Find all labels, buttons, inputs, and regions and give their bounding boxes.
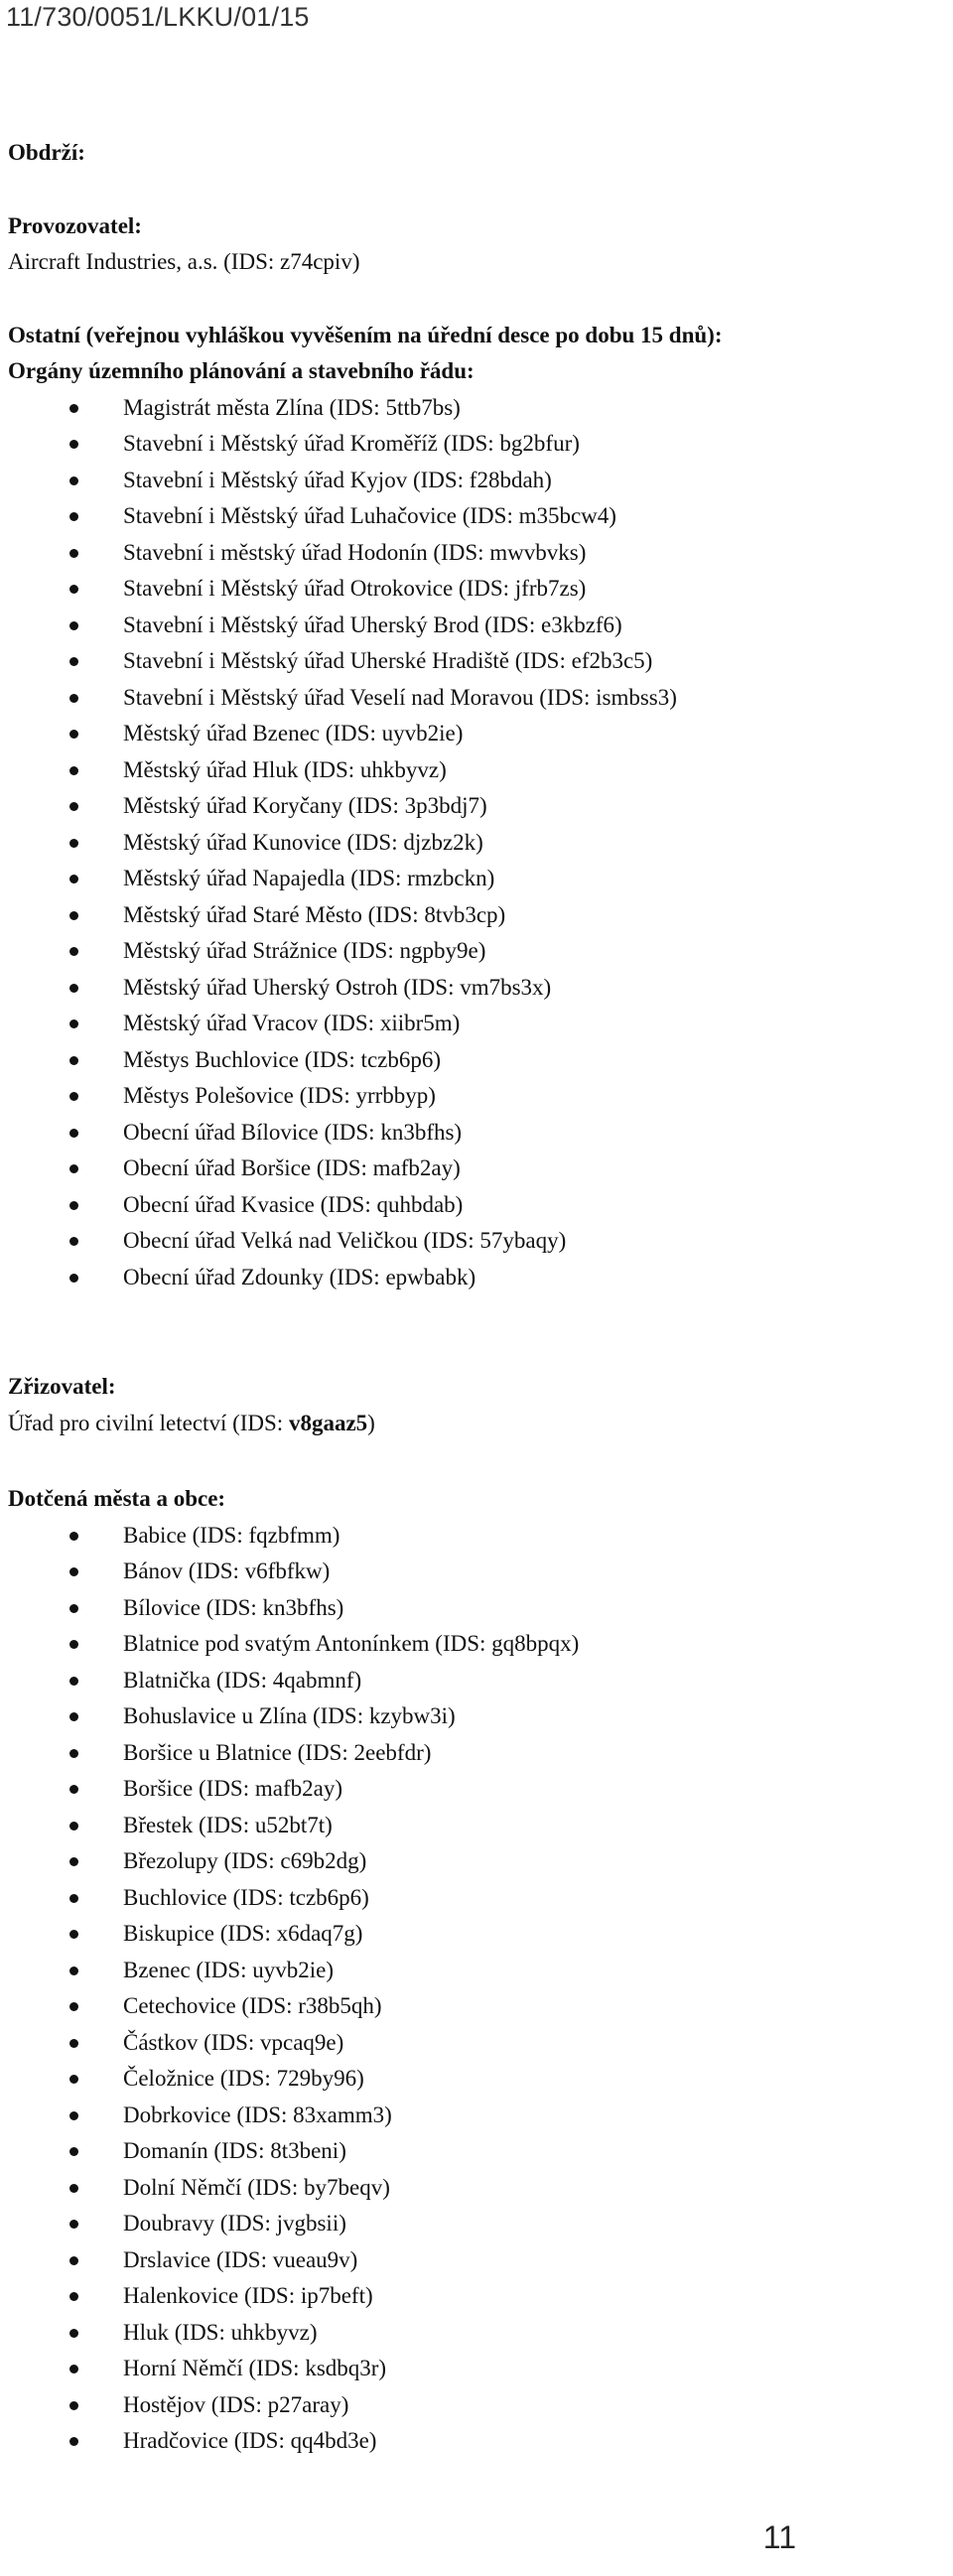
- list-item: [69, 2315, 941, 2352]
- bullet-icon: [69, 911, 78, 920]
- list-item: [69, 608, 941, 644]
- list-item: [69, 1735, 941, 1772]
- document-reference-number: 11/730/0051/LKKU/01/15: [6, 2, 310, 32]
- list-item-label: Obecní úřad Kvasice (IDS: quhbdab): [123, 1191, 464, 1217]
- planning-authorities-heading: Orgány územního plánování a stavebního řádu:: [8, 358, 475, 383]
- list-item: [69, 1151, 941, 1187]
- list-item: [69, 498, 941, 535]
- page-number: 11: [762, 2519, 796, 2555]
- bullet-icon: [69, 2365, 78, 2373]
- list-item: [69, 535, 941, 572]
- list-item-label: Městský úřad Staré Město (IDS: 8tvb3cp): [123, 901, 506, 927]
- list-item: [69, 2098, 941, 2134]
- list-item: [69, 1590, 941, 1627]
- founder-name-prefix: Úřad pro civilní letectví (IDS:: [8, 1410, 289, 1435]
- list-item: [69, 1698, 941, 1735]
- list-item-label: Blatnice pod svatým Antonínkem (IDS: gq8bpqx): [123, 1631, 580, 1656]
- bullet-icon: [69, 1532, 78, 1541]
- list-item-label: Babice (IDS: fqzbfmm): [123, 1522, 340, 1548]
- list-item-label: Stavební i Městský úřad Uherský Brod (IDS: e3kbzf6): [123, 611, 622, 637]
- list-item: [69, 2351, 941, 2387]
- bullet-icon: [69, 404, 78, 413]
- list-item: [69, 1223, 941, 1260]
- bullet-icon: [69, 1894, 78, 1903]
- bullet-icon: [69, 839, 78, 848]
- founder-ids: v8gaaz5: [288, 1410, 368, 1435]
- list-item-label: Domanín (IDS: 8t3beni): [123, 2138, 346, 2163]
- list-item-label: Buchlovice (IDS: tczb6p6): [123, 1884, 369, 1910]
- list-item-label: Stavební i Městský úřad Kyjov (IDS: f28bdah): [123, 467, 552, 492]
- list-item-label: Městský úřad Bzenec (IDS: uyvb2ie): [123, 721, 464, 746]
- list-item: [69, 2025, 941, 2062]
- bullet-icon: [69, 2329, 78, 2338]
- bullet-icon: [69, 1785, 78, 1794]
- bullet-icon: [69, 585, 78, 594]
- list-item: [69, 1663, 941, 1699]
- list-item: [69, 1771, 941, 1808]
- list-item-label: Hradčovice (IDS: qq4bd3e): [123, 2428, 377, 2453]
- bullet-icon: [69, 2039, 78, 2048]
- list-item: [69, 897, 941, 934]
- bullet-icon: [69, 440, 78, 449]
- affected-municipalities-list: [8, 1518, 941, 2460]
- list-item: [69, 1916, 941, 1953]
- bullet-icon: [69, 766, 78, 775]
- list-item: [69, 1843, 941, 1880]
- planning-authorities-list: [8, 390, 941, 1296]
- list-item: [69, 2206, 941, 2242]
- list-item: [69, 1115, 941, 1152]
- spacer: [8, 172, 941, 208]
- list-item-label: Stavební i Městský úřad Veselí nad Moravou (IDS: ismbss3): [123, 684, 677, 710]
- list-item-label: Boršice (IDS: mafb2ay): [123, 1776, 342, 1801]
- bullet-icon: [69, 657, 78, 666]
- bullet-icon: [69, 1201, 78, 1210]
- list-item-label: Drslavice (IDS: vueau9v): [123, 2246, 358, 2272]
- founder-name-suffix: ): [367, 1410, 375, 1435]
- bullet-icon: [69, 1604, 78, 1613]
- list-item-label: Bzenec (IDS: uyvb2ie): [123, 1957, 335, 1982]
- list-item: [69, 2423, 941, 2460]
- list-item-label: Cetechovice (IDS: r38b5qh): [123, 1993, 382, 2018]
- list-item: [69, 1953, 941, 1989]
- spacer: [8, 1295, 941, 1369]
- list-item: [69, 1626, 941, 1663]
- list-item-label: Hluk (IDS: uhkbyvz): [123, 2319, 318, 2345]
- list-item: [69, 1260, 941, 1296]
- list-item-label: Bílovice (IDS: kn3bfhs): [123, 1594, 344, 1620]
- bullet-icon: [69, 476, 78, 485]
- bullet-icon: [69, 2292, 78, 2301]
- public-notice-heading: Ostatní (veřejnou vyhláškou vyvěšením na úřední desce po dobu 15 dnů):: [8, 322, 723, 347]
- bullet-icon: [69, 1640, 78, 1649]
- list-item: [69, 1988, 941, 2025]
- list-item-label: Částkov (IDS: vpcaq9e): [123, 2029, 344, 2055]
- list-item-label: Městský úřad Vracov (IDS: xiibr5m): [123, 1011, 461, 1035]
- list-item-label: Stavební i Městský úřad Luhačovice (IDS: m35bcw4): [123, 503, 616, 528]
- list-item: [69, 752, 941, 789]
- list-item: [69, 390, 941, 427]
- list-item-label: Stavební i Městský úřad Uherské Hradiště (IDS: ef2b3c5): [123, 648, 653, 673]
- list-item-label: Březolupy (IDS: c69b2dg): [123, 1848, 367, 1873]
- list-item-label: Obecní úřad Zdounky (IDS: epwbabk): [123, 1264, 476, 1289]
- bullet-icon: [69, 1129, 78, 1138]
- list-item: [69, 643, 941, 680]
- bullet-icon: [69, 2111, 78, 2120]
- bullet-icon: [69, 1677, 78, 1686]
- bullet-icon: [69, 2184, 78, 2193]
- bullet-icon: [69, 2401, 78, 2410]
- operator-name: Aircraft Industries, a.s. (IDS: z74cpiv): [8, 249, 360, 274]
- list-item-label: Blatnička (IDS: 4qabmnf): [123, 1667, 362, 1693]
- list-item-label: Stavební i Městský úřad Kroměříž (IDS: bg2bfur): [123, 431, 580, 456]
- list-item: [69, 1808, 941, 1844]
- bullet-icon: [69, 984, 78, 993]
- list-item-label: Horní Němčí (IDS: ksdbq3r): [123, 2356, 387, 2380]
- list-item: [69, 861, 941, 897]
- list-item: [69, 1518, 941, 1555]
- bullet-icon: [69, 549, 78, 558]
- list-item: [69, 825, 941, 862]
- bullet-icon: [69, 730, 78, 739]
- list-item-label: Bohuslavice u Zlína (IDS: kzybw3i): [123, 1703, 456, 1728]
- list-item: [69, 933, 941, 970]
- recipients-heading: Obdrží:: [8, 140, 85, 165]
- list-item: [69, 1042, 941, 1079]
- bullet-icon: [69, 621, 78, 630]
- list-item: [69, 571, 941, 608]
- list-item-label: Obecní úřad Boršice (IDS: mafb2ay): [123, 1155, 461, 1180]
- bullet-icon: [69, 1712, 78, 1721]
- bullet-icon: [69, 1019, 78, 1028]
- bullet-icon: [69, 2075, 78, 2084]
- bullet-icon: [69, 1092, 78, 1101]
- bullet-icon: [69, 802, 78, 811]
- list-item: [69, 2170, 941, 2207]
- list-item: [69, 2278, 941, 2315]
- list-item-label: Biskupice (IDS: x6daq7g): [123, 1921, 363, 1946]
- list-item: [69, 716, 941, 752]
- list-item: [69, 2242, 941, 2279]
- list-item-label: Městys Polešovice (IDS: yrrbbyp): [123, 1083, 436, 1108]
- founder-heading: Zřizovatel:: [8, 1374, 116, 1399]
- list-item: [69, 1187, 941, 1224]
- bullet-icon: [69, 1966, 78, 1975]
- list-item-label: Městský úřad Napajedla (IDS: rmzbckn): [123, 866, 495, 890]
- list-item: [69, 680, 941, 717]
- list-item-label: Městský úřad Koryčany (IDS: 3p3bdj7): [123, 793, 487, 818]
- bullet-icon: [69, 512, 78, 521]
- list-item-label: Městský úřad Hluk (IDS: uhkbyvz): [123, 756, 447, 782]
- list-item: [69, 2387, 941, 2424]
- bullet-icon: [69, 2002, 78, 2011]
- bullet-icon: [69, 2220, 78, 2229]
- list-item-label: Obecní úřad Bílovice (IDS: kn3bfhs): [123, 1119, 463, 1145]
- bullet-icon: [69, 2147, 78, 2156]
- bullet-icon: [69, 694, 78, 703]
- document-body: [8, 135, 941, 2460]
- list-item: [69, 970, 941, 1007]
- list-item-label: Bánov (IDS: v6fbfkw): [123, 1559, 331, 1583]
- bullet-icon: [69, 1274, 78, 1283]
- bullet-icon: [69, 1930, 78, 1939]
- list-item-label: Obecní úřad Velká nad Veličkou (IDS: 57ybaqy): [123, 1228, 567, 1253]
- list-item-label: Doubravy (IDS: jvgbsii): [123, 2211, 346, 2236]
- list-item: [69, 463, 941, 499]
- list-item-label: Čeložnice (IDS: 729by96): [123, 2066, 364, 2091]
- bullet-icon: [69, 1164, 78, 1173]
- list-item: [69, 2133, 941, 2170]
- bullet-icon: [69, 1237, 78, 1246]
- list-item-label: Dobrkovice (IDS: 83xamm3): [123, 2101, 392, 2127]
- bullet-icon: [69, 1056, 78, 1065]
- list-item: [69, 1880, 941, 1917]
- bullet-icon: [69, 875, 78, 883]
- bullet-icon: [69, 1567, 78, 1576]
- list-item-label: Halenkovice (IDS: ip7beft): [123, 2283, 373, 2308]
- bullet-icon: [69, 1749, 78, 1758]
- founder-name: [8, 1406, 941, 1442]
- list-item: [69, 788, 941, 825]
- spacer: [8, 281, 941, 318]
- affected-municipalities-heading: Dotčená města a obce:: [8, 1486, 226, 1511]
- list-item: [69, 1078, 941, 1115]
- list-item-label: Dolní Němčí (IDS: by7beqv): [123, 2174, 390, 2200]
- bullet-icon: [69, 1822, 78, 1830]
- list-item: [69, 1006, 941, 1042]
- list-item-label: Městský úřad Uherský Ostroh (IDS: vm7bs3x): [123, 974, 552, 1000]
- list-item-label: Stavební i městský úřad Hodonín (IDS: mwvbvks): [123, 539, 587, 565]
- bullet-icon: [69, 2256, 78, 2265]
- list-item: [69, 2061, 941, 2098]
- list-item: [69, 1554, 941, 1590]
- bullet-icon: [69, 1857, 78, 1866]
- list-item-label: Stavební i Městský úřad Otrokovice (IDS: jfrb7zs): [123, 576, 587, 601]
- list-item-label: Městys Buchlovice (IDS: tczb6p6): [123, 1046, 442, 1072]
- bullet-icon: [69, 2437, 78, 2446]
- list-item-label: Boršice u Blatnice (IDS: 2eebfdr): [123, 1739, 432, 1765]
- list-item-label: Magistrát města Zlína (IDS: 5ttb7bs): [123, 394, 461, 420]
- list-item-label: Městský úřad Strážnice (IDS: ngpby9e): [123, 938, 486, 963]
- spacer: [8, 1441, 941, 1481]
- list-item: [69, 426, 941, 463]
- operator-heading: Provozovatel:: [8, 212, 142, 238]
- list-item-label: Břestek (IDS: u52bt7t): [123, 1812, 333, 1837]
- list-item-label: Hostějov (IDS: p27aray): [123, 2391, 349, 2417]
- list-item-label: Městský úřad Kunovice (IDS: djzbz2k): [123, 829, 483, 855]
- bullet-icon: [69, 947, 78, 956]
